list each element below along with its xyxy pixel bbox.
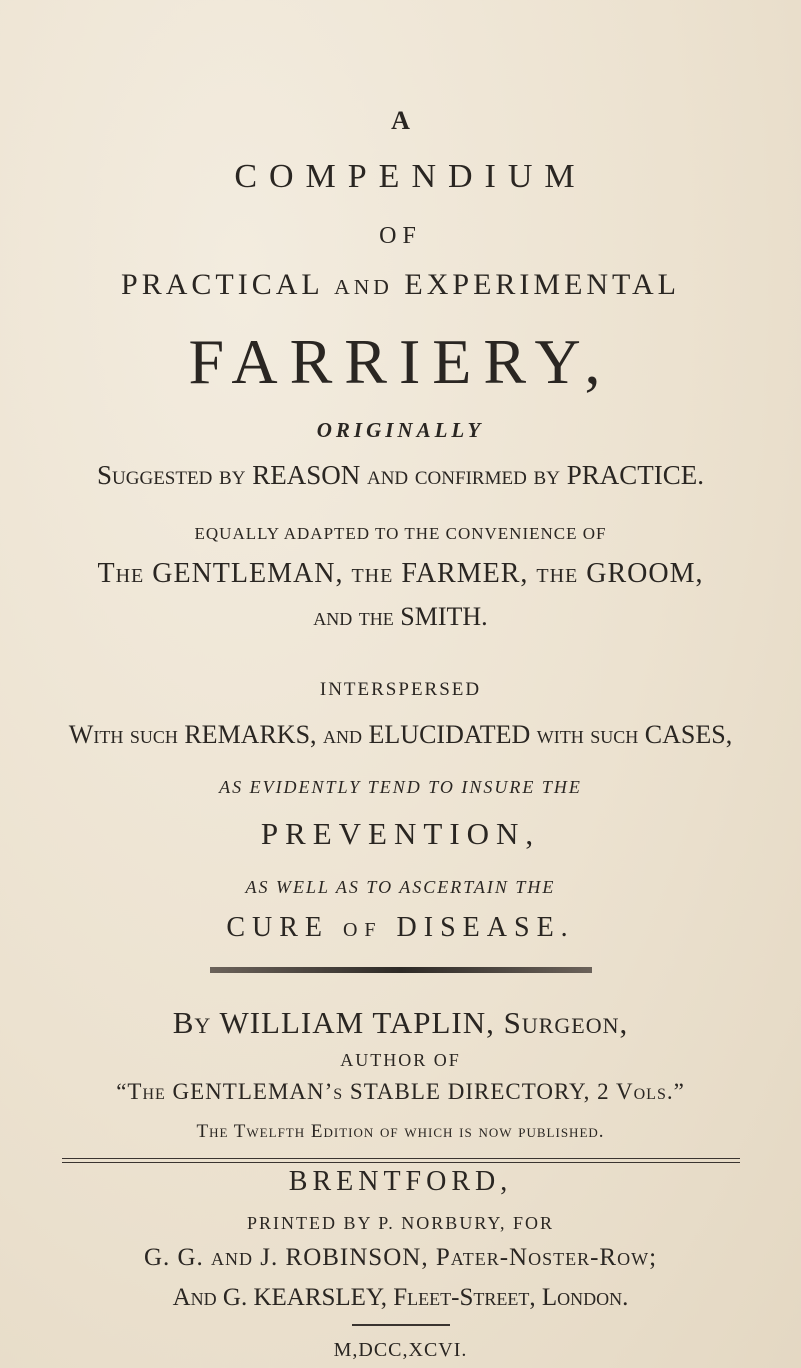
author-line: By WILLIAM TAPLIN, Surgeon, [172, 1005, 629, 1040]
evidently-line: AS EVIDENTLY TEND TO INSURE THE [219, 777, 582, 797]
title-compendium: COMPENDIUM [234, 158, 587, 195]
title-experimental: EXPERIMENTAL [404, 268, 680, 301]
remarks-line: With such REMARKS, and ELUCIDATED with such CASES, [68, 720, 733, 749]
divider-rule [210, 967, 592, 973]
directory-title-line: “The GENTLEMAN’s STABLE DIRECTORY, 2 Vols.” [116, 1079, 685, 1104]
twelfth-edition-line: The Twelfth Edition of which is now published. [196, 1121, 605, 1142]
publisher-line-2: And G. KEARSLEY, Fleet-Street, London. [172, 1284, 629, 1311]
originally-line: ORIGINALLY [316, 418, 485, 442]
publisher-line-1: G. G. and J. ROBINSON, Pater-Noster-Row; [143, 1244, 658, 1271]
imprint-date: M,DCC,XCVI. [333, 1339, 468, 1361]
title-farriery: FARRIERY, [188, 326, 613, 397]
suggested-reason: REASON [252, 460, 361, 490]
equally-line: EQUALLY ADAPTED TO THE CONVENIENCE OF [194, 524, 607, 543]
title-of: OF [379, 223, 422, 249]
author-of-line: AUTHOR OF [340, 1050, 461, 1070]
suggested-text-1: Suggested by [97, 460, 253, 490]
suggested-practice: PRACTICE. [566, 460, 704, 490]
short-rule [352, 1324, 450, 1326]
title-practical: PRACTICAL [121, 268, 323, 301]
gentleman-line: The GENTLEMAN, the FARMER, the GROOM, [97, 558, 704, 589]
title-article: A [391, 106, 410, 135]
suggested-line [0, 462, 801, 489]
imprint-place: BRENTFORD, [288, 1166, 513, 1197]
double-rule [62, 1158, 740, 1163]
interspersed-line: INTERSPERSED [319, 679, 482, 700]
cure-line: CURE of DISEASE. [226, 912, 575, 943]
as-well-line: AS WELL AS TO ASCERTAIN THE [245, 877, 556, 897]
title-and: AND [334, 275, 393, 299]
printed-by-line: PRINTED BY P. NORBURY, FOR [246, 1213, 555, 1233]
suggested-text-2: and confirmed by [360, 460, 567, 490]
title-practical-line [0, 270, 801, 300]
smith-line: and the SMITH. [313, 602, 488, 631]
prevention-line: PREVENTION, [260, 816, 541, 851]
